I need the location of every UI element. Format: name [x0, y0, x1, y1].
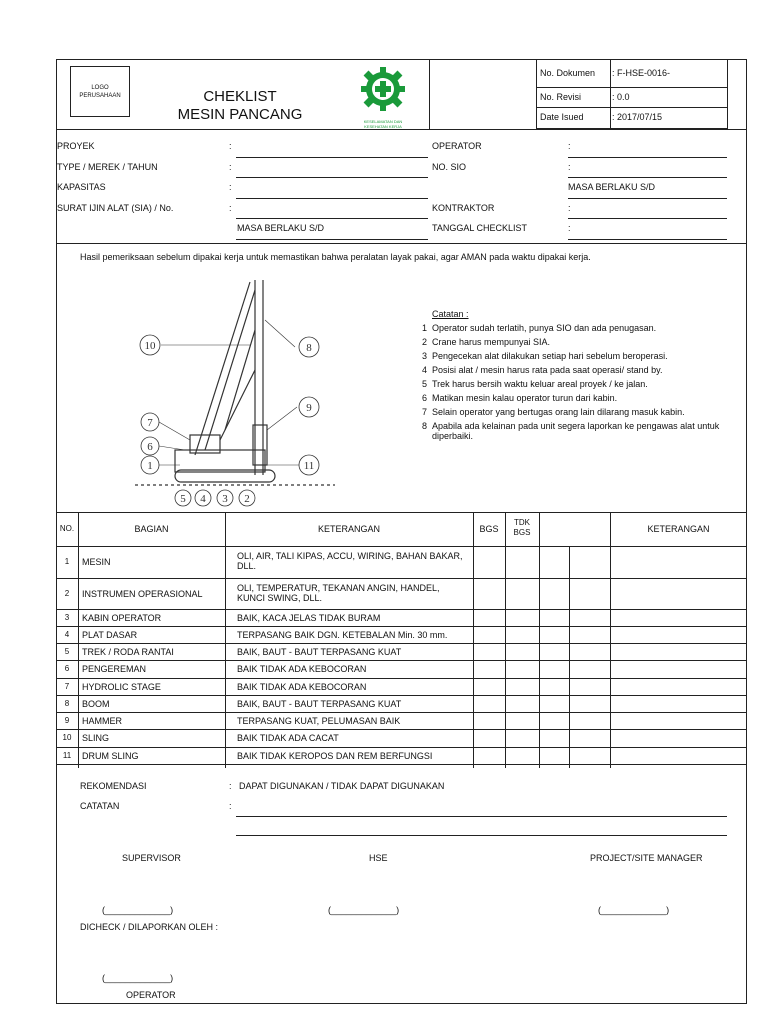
row-keterangan-input-cell[interactable]	[569, 626, 747, 643]
proyek-field[interactable]	[236, 157, 428, 158]
colon: :	[229, 182, 232, 192]
col-header-keterangan: KETERANGAN	[317, 524, 380, 534]
type-field[interactable]	[236, 177, 428, 178]
seal-caption: KESELAMATAN DAN KESEHATAN KERJA	[363, 119, 403, 129]
row-extra-cell[interactable]	[539, 660, 569, 678]
row-number: 3	[64, 613, 70, 622]
pile-driver-diagram	[135, 270, 335, 510]
row-number: 8	[64, 699, 70, 708]
supervisor-label: SUPERVISOR	[122, 853, 181, 863]
row-keterangan: BAIK, BAUT - BAUT TERPASANG KUAT	[237, 699, 402, 709]
row-extra-cell[interactable]	[539, 678, 569, 695]
catatan-field-line-1[interactable]	[236, 816, 727, 817]
row-bagian: SLING	[82, 733, 110, 743]
masa-berlaku-right-label: MASA BERLAKU S/D	[568, 182, 656, 192]
kontraktor-field[interactable]	[568, 218, 727, 219]
colon: :	[229, 801, 232, 811]
row-keterangan: BAIK TIDAK ADA KEBOCORAN	[237, 682, 367, 692]
row-bgs-cell[interactable]	[473, 626, 505, 643]
row-tdk-bgs-cell[interactable]	[505, 695, 539, 712]
note-item: 5 Trek harus bersih waktu keluar areal proyek / ke jalan.	[422, 379, 648, 389]
row-number: 1	[64, 557, 70, 566]
kontraktor-label: KONTRAKTOR	[432, 203, 495, 213]
tanggal-field[interactable]	[568, 239, 727, 240]
row-keterangan-input-cell[interactable]	[569, 660, 747, 678]
row-bgs-cell[interactable]	[473, 643, 505, 660]
k3-safety-seal-icon	[355, 64, 411, 120]
row-bagian: KABIN OPERATOR	[82, 613, 162, 623]
row-bgs-cell[interactable]	[473, 546, 505, 578]
proyek-label: PROYEK	[57, 141, 95, 151]
col-header-bgs: BGS	[479, 524, 499, 534]
row-bagian: HAMMER	[82, 716, 122, 726]
row-extra-cell[interactable]	[539, 695, 569, 712]
row-tdk-bgs-cell[interactable]	[505, 729, 539, 747]
row-tdk-bgs-cell[interactable]	[505, 578, 539, 609]
row-keterangan: TERPASANG BAIK DGN. KETEBALAN Min. 30 mm.	[237, 630, 448, 640]
diagram-label-3: 3	[222, 493, 228, 505]
colon: :	[568, 141, 571, 151]
row-keterangan-input-cell[interactable]	[569, 678, 747, 695]
row-number: 2	[64, 589, 70, 598]
row-keterangan: TERPASANG KUAT, PELUMASAN BAIK	[237, 716, 401, 726]
row-extra-cell[interactable]	[539, 729, 569, 747]
row-extra-cell[interactable]	[539, 609, 569, 626]
row-number: 10	[62, 733, 72, 742]
row-bagian: BOOM	[82, 699, 110, 709]
row-keterangan-input-cell[interactable]	[569, 695, 747, 712]
kapasitas-label: KAPASITAS	[57, 182, 106, 192]
row-bagian: PLAT DASAR	[82, 630, 138, 640]
note-item: 3 Pengecekan alat dilakukan setiap hari sebelum beroperasi.	[422, 351, 668, 361]
title-line-1: CHEKLIST	[203, 88, 277, 105]
row-number: 5	[64, 647, 70, 656]
colon: :	[229, 781, 232, 791]
row-keterangan: OLI, TEMPERATUR, TEKANAN ANGIN, HANDEL, KUNCI SWING, DLL.	[237, 583, 440, 603]
masa-berlaku-right-field[interactable]	[568, 198, 727, 199]
row-bagian: PENGEREMAN	[82, 664, 147, 674]
colon: :	[229, 141, 232, 151]
row-extra-cell[interactable]	[539, 643, 569, 660]
row-keterangan: BAIK TIDAK ADA CACAT	[237, 733, 339, 743]
company-logo-placeholder	[70, 66, 130, 117]
row-number: 4	[64, 630, 70, 639]
col-header-tdk-bgs: TDK BGS	[513, 518, 531, 537]
hse-label: HSE	[369, 853, 388, 863]
row-keterangan-input-cell[interactable]	[569, 546, 747, 578]
row-extra-cell[interactable]	[539, 546, 569, 578]
diagram-label-2: 2	[244, 493, 250, 505]
form-title	[160, 88, 320, 124]
row-tdk-bgs-cell[interactable]	[505, 609, 539, 626]
row-keterangan-input-cell[interactable]	[569, 712, 747, 729]
sia-label: SURAT IJIN ALAT (SIA) / No.	[57, 203, 174, 213]
colon: :	[229, 162, 232, 172]
note-item: 6 Matikan mesin kalau operator turun dari kabin.	[422, 393, 618, 403]
row-number: 7	[64, 682, 70, 691]
date-value: : 2017/07/15	[612, 112, 663, 122]
date-label: Date Isued	[540, 112, 584, 122]
diagram-label-9: 9	[306, 402, 312, 414]
row-number: 11	[62, 751, 72, 760]
note-item: 7 Selain operator yang bertugas orang lain dilarang masuk kabin.	[422, 407, 685, 417]
row-bgs-cell[interactable]	[473, 712, 505, 729]
doc-no-value: : F-HSE-0016-	[612, 68, 671, 78]
row-bagian: DRUM SLING	[82, 751, 139, 761]
row-tdk-bgs-cell[interactable]	[505, 712, 539, 729]
row-bgs-cell[interactable]	[473, 678, 505, 695]
diagram-label-6: 6	[147, 441, 153, 453]
row-tdk-bgs-cell[interactable]	[505, 660, 539, 678]
note-item: 2 Crane harus mempunyai SIA.	[422, 337, 551, 347]
row-keterangan: OLI, AIR, TALI KIPAS, ACCU, WIRING, BAHAN BAKAR, DLL.	[237, 551, 463, 571]
diagram-label-10: 10	[144, 340, 156, 352]
row-bagian: HYDROLIC STAGE	[82, 682, 161, 692]
colon: :	[229, 203, 232, 213]
row-extra-cell[interactable]	[539, 578, 569, 609]
row-tdk-bgs-cell[interactable]	[505, 626, 539, 643]
operator-sign-label: OPERATOR	[126, 990, 176, 1000]
row-bgs-cell[interactable]	[473, 747, 505, 764]
row-keterangan: BAIK, BAUT - BAUT TERPASANG KUAT	[237, 647, 402, 657]
note-item: 8 Apabila ada kelainan pada unit segera laporkan ke pengawas alat untuk diperbaiki.	[422, 421, 720, 441]
row-extra-cell[interactable]	[539, 626, 569, 643]
note-item: 1 Operator sudah terlatih, punya SIO dan ada penugasan.	[422, 323, 657, 333]
row-number: 9	[64, 716, 70, 725]
row-keterangan-input-cell[interactable]	[569, 578, 747, 609]
row-extra-cell[interactable]	[539, 712, 569, 729]
rekomendasi-label: REKOMENDASI	[80, 781, 147, 791]
colon: :	[568, 162, 571, 172]
revision-value: : 0.0	[612, 92, 630, 102]
catatan-label: CATATAN	[80, 801, 120, 811]
hse-signature[interactable]: (_____________)	[328, 905, 400, 915]
colon: :	[568, 223, 571, 233]
row-bagian: MESIN	[82, 557, 111, 567]
intro-text: Hasil pemeriksaan sebelum dipakai kerja untuk memastikan bahwa peralatan layak pakai, agar AMAN pada waktu dipakai kerja.	[80, 252, 591, 262]
revision-label: No. Revisi	[540, 92, 582, 102]
sia-field[interactable]	[236, 218, 428, 219]
masa-berlaku-left-label: MASA BERLAKU S/D	[237, 223, 325, 233]
row-bgs-cell[interactable]	[473, 609, 505, 626]
note-item: 4 Posisi alat / mesin harus rata pada saat operasi/ stand by.	[422, 365, 663, 375]
row-bgs-cell[interactable]	[473, 695, 505, 712]
catatan-field-line-2[interactable]	[236, 835, 727, 836]
operator-field[interactable]	[568, 157, 727, 158]
row-keterangan: BAIK TIDAK ADA KEBOCORAN	[237, 664, 367, 674]
type-label: TYPE / MEREK / TAHUN	[57, 162, 158, 172]
row-number: 6	[64, 664, 70, 673]
row-bagian: INSTRUMEN OPERASIONAL	[82, 589, 203, 599]
col-header-bagian: BAGIAN	[134, 524, 169, 534]
diagram-label-4: 4	[200, 493, 206, 505]
project-manager-label: PROJECT/SITE MANAGER	[590, 853, 703, 863]
notes-list	[422, 323, 742, 441]
title-line-2: MESIN PANCANG	[177, 106, 303, 123]
masa-berlaku-left-field[interactable]	[236, 239, 428, 240]
sio-label: NO. SIO	[432, 162, 467, 172]
col-header-no: NO.	[59, 524, 75, 533]
kapasitas-field[interactable]	[236, 198, 428, 199]
row-bagian: TREK / RODA RANTAI	[82, 647, 174, 657]
row-tdk-bgs-cell[interactable]	[505, 747, 539, 764]
row-tdk-bgs-cell[interactable]	[505, 643, 539, 660]
row-keterangan-input-cell[interactable]	[569, 729, 747, 747]
doc-no-label: No. Dokumen	[540, 68, 596, 78]
row-keterangan-input-cell[interactable]	[569, 609, 747, 626]
diagram-label-11: 11	[303, 460, 315, 472]
operator-label: OPERATOR	[432, 141, 482, 151]
notes-title: Catatan :	[432, 309, 469, 319]
row-keterangan: BAIK, KACA JELAS TIDAK BURAM	[237, 613, 381, 623]
row-extra-cell[interactable]	[539, 747, 569, 764]
row-keterangan-input-cell[interactable]	[569, 643, 747, 660]
row-keterangan-input-cell[interactable]	[569, 747, 747, 764]
tanggal-label: TANGGAL CHECKLIST	[432, 223, 528, 233]
diagram-label-8: 8	[306, 342, 312, 354]
operator-signature[interactable]: (_____________)	[102, 973, 174, 983]
rekomendasi-options[interactable]: DAPAT DIGUNAKAN / TIDAK DAPAT DIGUNAKAN	[239, 781, 445, 791]
dicheck-label: DICHECK / DILAPORKAN OLEH :	[80, 922, 219, 932]
row-bgs-cell[interactable]	[473, 729, 505, 747]
row-keterangan: BAIK TIDAK KEROPOS DAN REM BERFUNGSI	[237, 751, 433, 761]
sio-field[interactable]	[568, 177, 727, 178]
diagram-label-5: 5	[180, 493, 186, 505]
diagram-label-7: 7	[147, 417, 153, 429]
row-bgs-cell[interactable]	[473, 578, 505, 609]
diagram-label-1: 1	[147, 460, 153, 472]
colon: :	[568, 203, 571, 213]
col-header-keterangan-2: KETERANGAN	[647, 524, 710, 534]
row-tdk-bgs-cell[interactable]	[505, 678, 539, 695]
supervisor-signature[interactable]: (_____________)	[102, 905, 174, 915]
row-bgs-cell[interactable]	[473, 660, 505, 678]
project-manager-signature[interactable]: (_____________)	[598, 905, 670, 915]
logo-text: LOGO PERUSAHAAN	[79, 84, 121, 99]
row-tdk-bgs-cell[interactable]	[505, 546, 539, 578]
